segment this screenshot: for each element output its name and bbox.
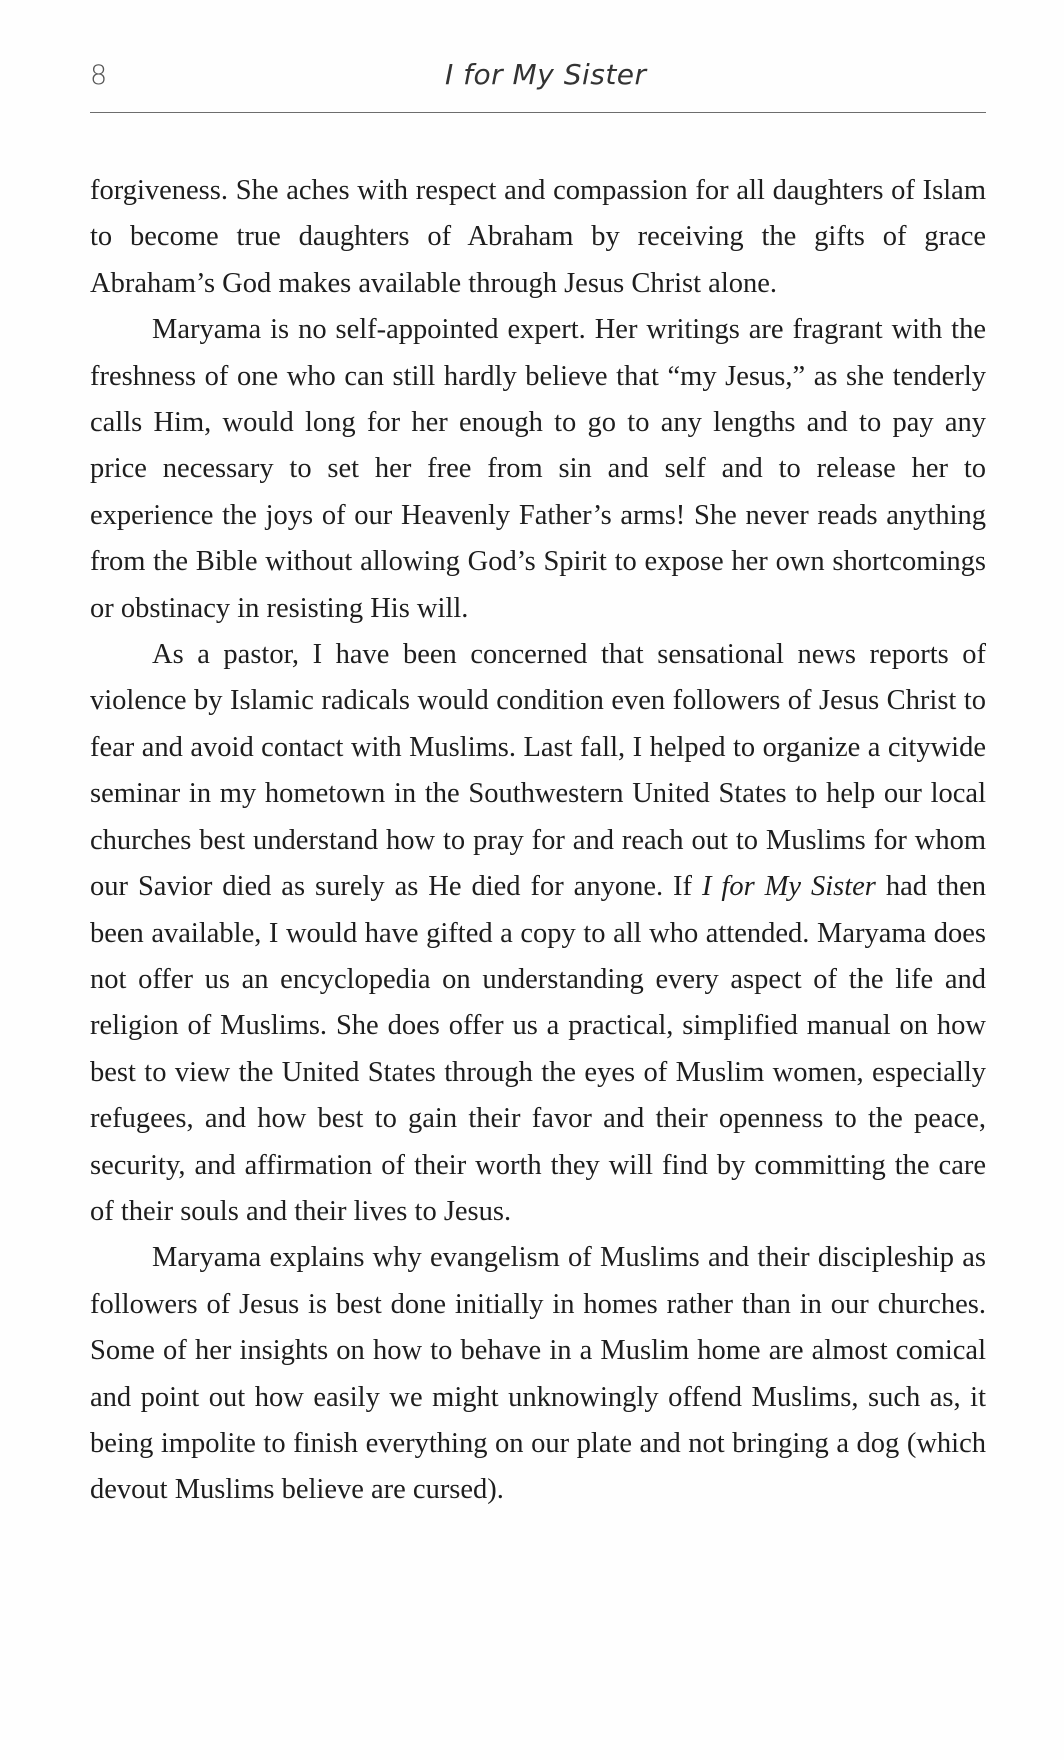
paragraph-text-after-title: had then been available, I would have gifted a copy to all who attended. Maryama does not offer us an encyclopedia on understanding every aspect of the life and religion of Muslims. She does offer us a practical, simplified manual on how best to view the United States through the eyes of Muslim women, especially refugees, and how best to gain their favor and their openness to the peace, security, and affirmation of their worth they will find by committing the care of their souls and their lives to Jesus. (90, 871, 986, 1227)
paragraph-continuation: forgiveness. She aches with respect and compassion for all daughters of Islam to become true daughters of Abraham by receiving the gifts of grace Abraham’s God makes available through Jesus Christ alone. (90, 175, 986, 299)
paragraph-maryama-expert: Maryama is no self-appointed expert. Her writings are fragrant with the freshness of one who can still hardly believe that “my Jesus,” as she tenderly calls Him, would long for her enough to go to any lengths and to pay any price necessary to set her free from sin and self and to release her to experience the joys of our Heavenly Father’s arms! She never reads anything from the Bible without allowing God’s Spirit to expose her own shortcomings or obstinacy in resisting His will. (90, 314, 986, 624)
paragraph-pastor-seminar (90, 632, 986, 1235)
book-title-italic: I for My Sister (701, 871, 876, 903)
paragraph-text-before-title: As a pastor, I have been concerned that sensational news reports of violence by Islamic radicals would condition even followers of Jesus Christ to fear and avoid contact with Muslims. Last fall, I helped to organize a citywide seminar in my hometown in the Southwestern United States to help our local churches best understand how to pray for and reach out to Muslims for whom our Savior died as surely as He died for anyone. If (90, 639, 986, 903)
header-rule (90, 112, 986, 113)
page-number: 8 (90, 60, 108, 91)
running-title: I for My Sister (445, 58, 647, 91)
running-head (90, 58, 990, 108)
paragraph-evangelism-homes: Maryama explains why evangelism of Muslims and their discipleship as followers of Jesus is best done initially in homes rather than in our churches. Some of her insights on how to behave in a Muslim home are almost comical and point out how easily we might unknowingly offend Muslims, such as, it being impolite to finish everything on our plate and not bringing a dog (which devout Muslims believe are cursed). (90, 1242, 986, 1506)
body-text (90, 168, 986, 1514)
